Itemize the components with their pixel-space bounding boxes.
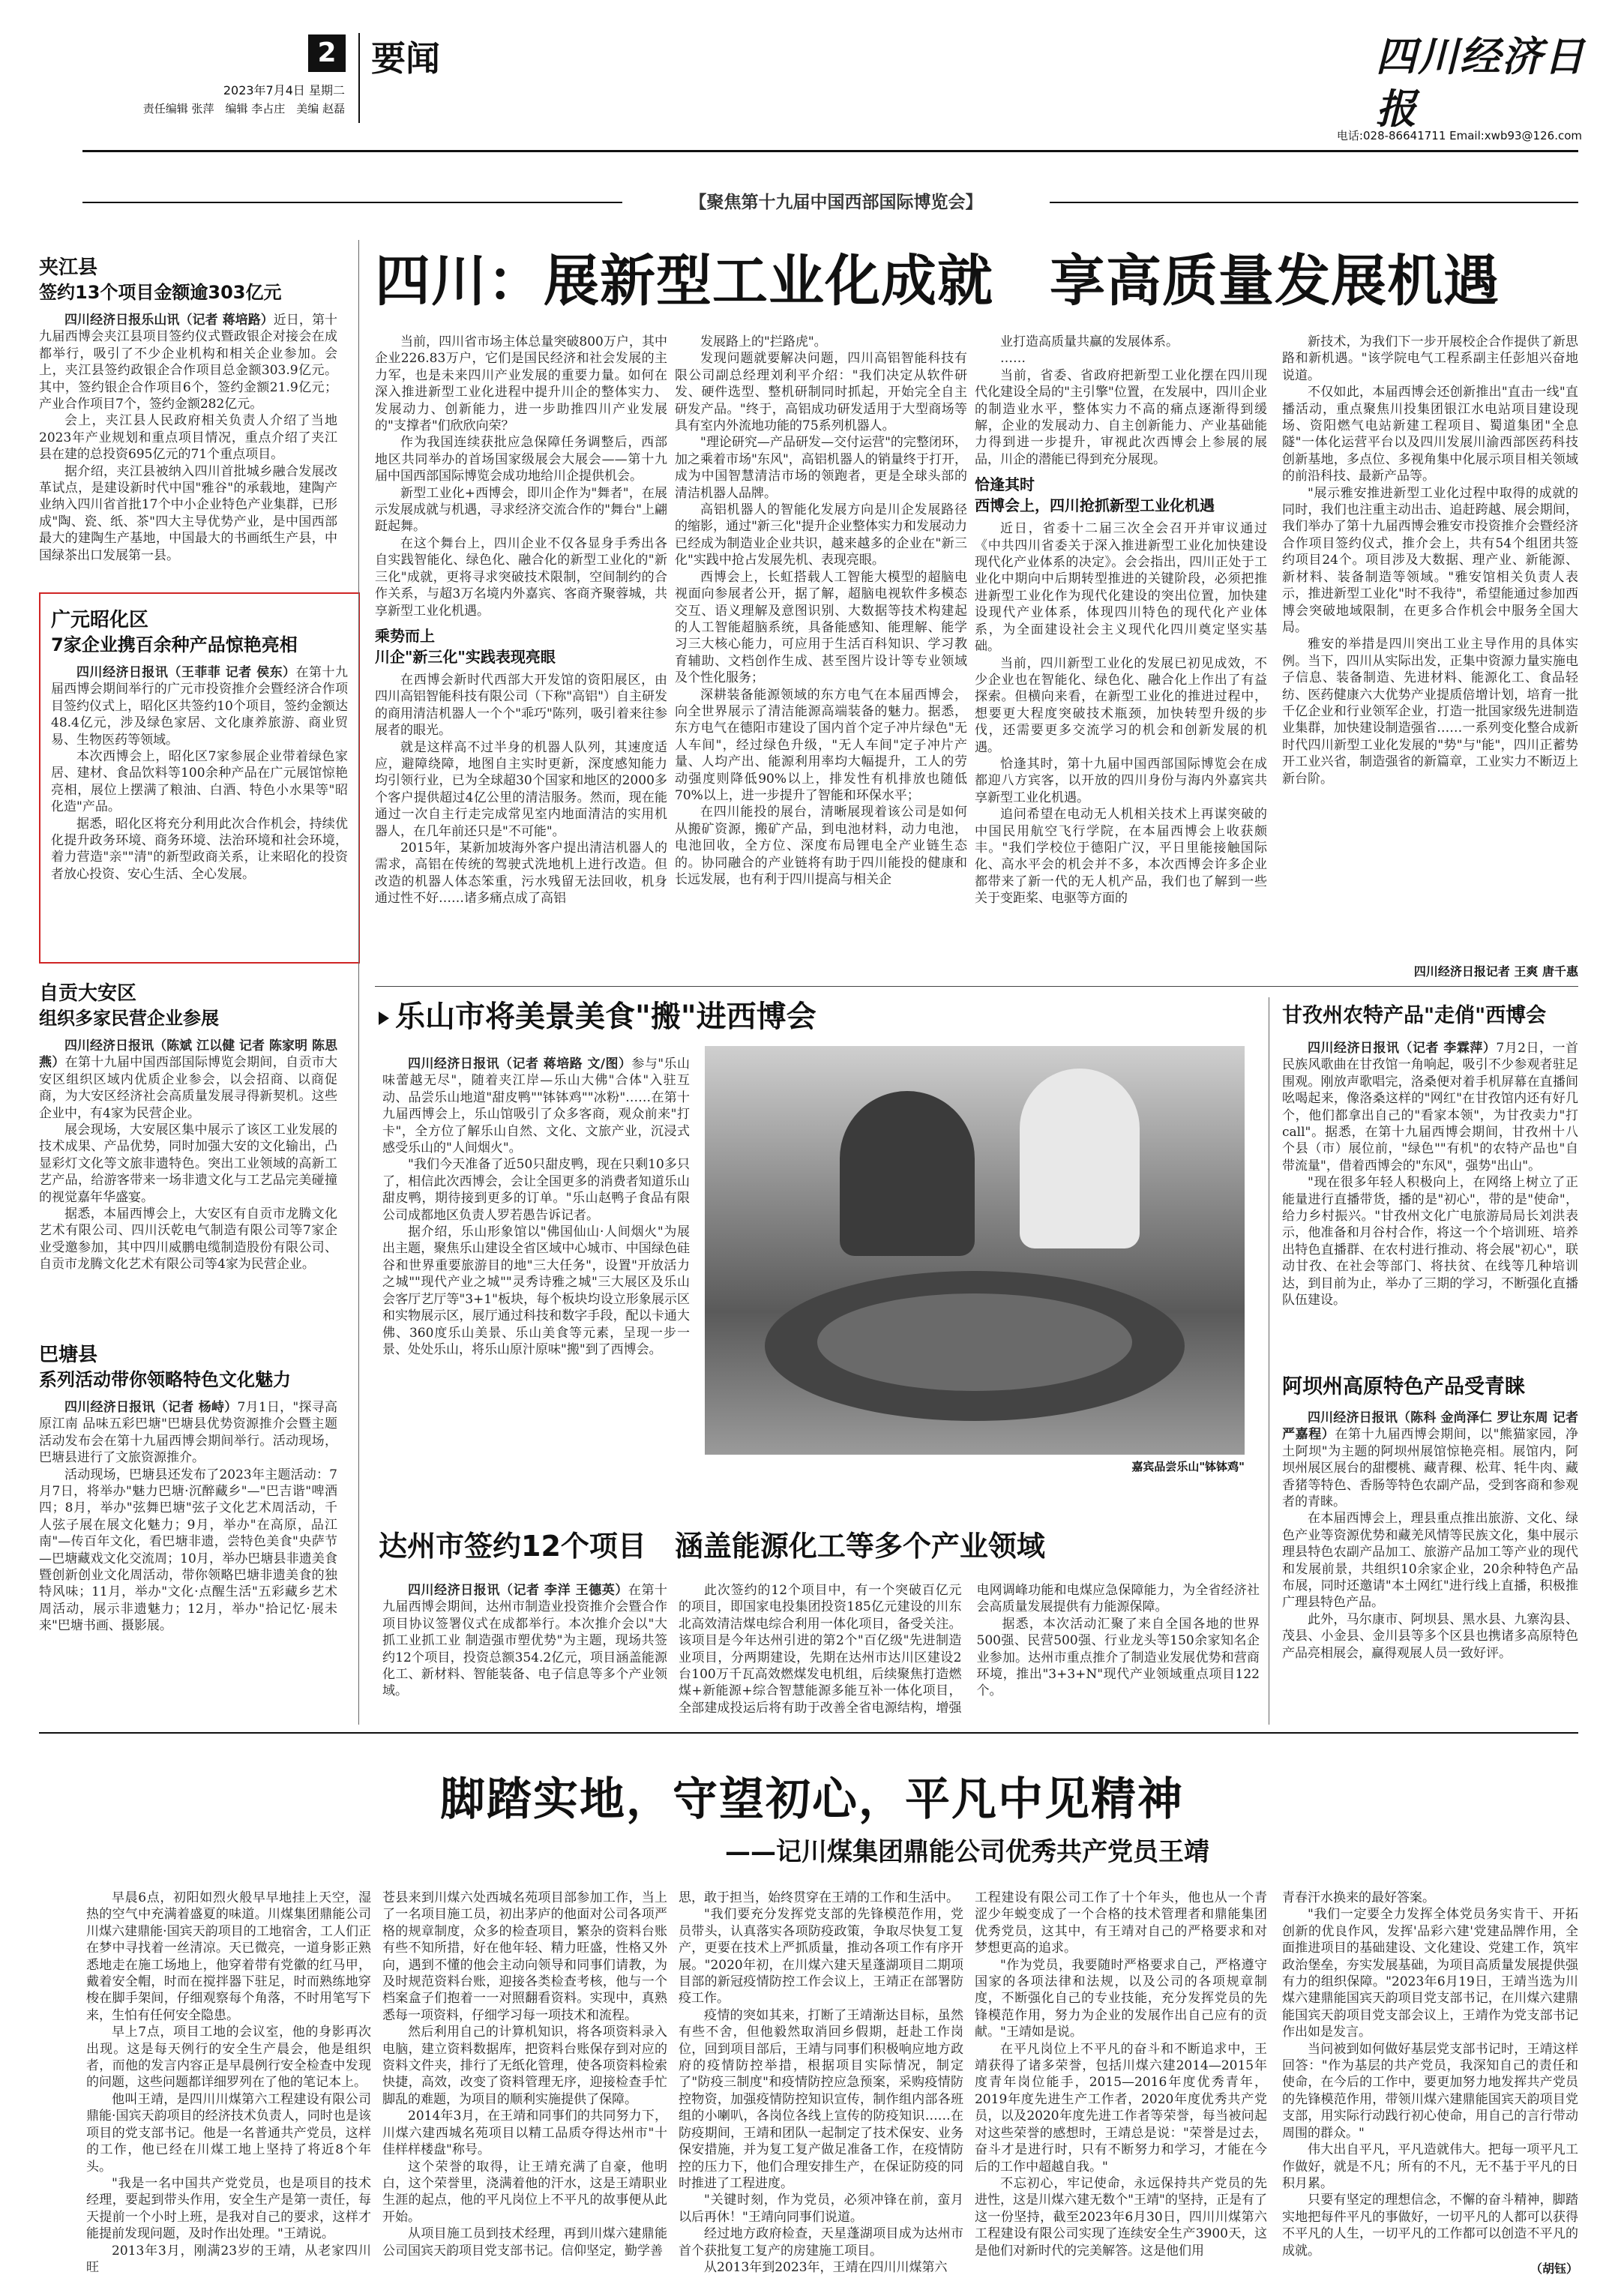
headline-daan: 自贡大安区 [39, 982, 137, 1005]
special-banner: 【聚焦第十九届中国西部国际博览会】 [82, 191, 1578, 214]
main-col-3: 业打造高质量共赢的发展体系。 …… 当前，省委、省政府把新型工业化摆在四川现代化建设全局的"主引擎"位置，在发展中，四川企业的制造业水平，整体实力不高的痛点逐渐得到缓解，企业的发展动力、自主创新能力、产业基础能力得到进一步提升，审视此次西博会上参展的展品，川企的潜能已得到充分展现。 恰逢其时 西博会上，四川抢抓新型工业化机遇 近日，省委十二届三次全会召开并审议通过《中共四川省委关于深入推进新型工业化加快建设现代化产业体系的决定》。会会指出，四川正处于工业化中期向中后期转型推进的关键阶段，必须把推进新型工业化作为现代化建设的突出位置，加快建设现代产业体系，体现四川特色的现代化产业体系，为全面建设社会主义现代化四川奠定坚实基础。 当前，四川新型工业化的发展已初见成效，不少企业也在智能化、绿色化、融合化上作出了有益探索。但横向来看，在新型工业化的推进过程中，想要更大程度突破技术瓶颈，加快转型升级的步伐，还需要更多交流学习的机会和创新发展的机遇。 恰逢其时，第十九届中国西部国际博览会在成都迎八方宾客，以开放的四川身份与海内外嘉宾共享新型工业化机遇。 追问希望在电动无人机相关技术上再谋突破的中国民用航空飞行学院，在本届西博会上收获颇丰。"我们学校位于德阳广汉，平日里能接触国际化、高水平会的机会并不多，本次西博会许多企业都带来了新一代的无人机产品，我们也了解到一些关于变距桨、电驱等方面的 [975, 334, 1267, 907]
page-number: 2 [308, 34, 346, 72]
ganzi-headline: 甘孜州农特产品"走俏"西博会 [1282, 1004, 1547, 1027]
headline-batang: 巴塘县 [39, 1344, 98, 1366]
feature-subtitle: ——记川煤集团鼎能公司优秀共产党员王靖 [725, 1837, 1209, 1867]
aba-headline: 阿坝州高原特色产品受青睐 [1282, 1375, 1525, 1398]
main-col-2: 发展路上的"拦路虎"。 发现问题就要解决问题，四川高铝智能科技有限公司副总经理刘利平介绍："我们决定从软件研发、硬件选型、整机研制同时抓起，开始完全自主研发产品。"终于，高铝成功研发适用于大型商场等具有室内外流地功能的75系列机器人。 "理论研究—产品研发—交付运营"的完整闭环，加之乘着市场"东风"，高铝机器人的销量终于打开，成为中国智慧清洁市场的领跑者，更是全球头部的清洁机器人品牌。 高铝机器人的智能化发展方向是川企发展路径的缩影，通过"新三化"提升企业整体实力和发展动力已经成为制造业企业共识，越来越多的企业在"新三化"实践中抢占发展先机、表现亮眼。 西博会上，长虹搭载人工智能大模型的超脑电视面向参展者公开，据了解，超脑电视软件多模态交互、语义理解及意图识别、大数据等技术构建起的人工智能超脑系统，具备能感知、能理解、能学习三大核心能力，可应用于生活百科知识、学习教育辅助、文档创作生成、甚至图片设计等专业领域及个性化服务； 深耕装备能源领域的东方电气在本届西博会，向全世界展示了清洁能源高端装备的魅力。据悉，东方电气在德阳市建设了国内首个定子冲片绿色"无人车间"，经过绿色升级，"无人车间"定子冲片产量、人均产出、能源利用率均大幅提升，工人的劳动强度则降低90%以上，排发性有机排放也随低70%以上，进一步提升了智能和环保水平； 在四川能投的展台，清晰展现着该公司是如何从搬矿资源，搬矿产品，到电池材料，动力电池，电池回收，全方位、深度布局锂电全产业链生态的。协同融合的产业链将有助于四川能投的健康和长远发展，也有利于四川提高与相关企 [675, 334, 967, 887]
main-subhead-2: 恰逢其时 西博会上，四川抢抓新型工业化机遇 [975, 475, 1215, 515]
subhead-zhaohua: 7家企业携百余种产品惊艳亮相 [51, 634, 298, 655]
feature-col-4: 工程建设有限公司工作了十个年头，他也从一个青涩少年蜕变成了一个合格的技术管理者和鼎能集团优秀党员，这其中，有王靖对自己的严格要求和对梦想更高的追求。 "作为党员，我要随时严格要求自己，严格遵守国家的各项法律和法规，以及公司的各项规章制度，不断强化自己的专业技能，充分发挥党员的先锋模范作用，努力为企业的发展作出自己应有的贡献。"王靖如是说。 在平凡岗位上不平凡的奋斗和不断追求中，王靖获得了诸多荣誉，包括川煤六建2014—2015年度青年岗位能手，2015—2016年度优秀青年，2019年度先进生产工作者，2020年度优秀共产党员，以及2020年度先进工作者等荣誉，每当被问起对这些荣誉的感想时，王靖总是说："荣誉是过去，奋斗才是进行时，只有不断努力和学习，才能在今后的工作中超越自我。" 不忘初心，牢记使命，永远保持共产党员的先进性，这是川煤六建无数个"王靖"的坚持，正是有了这一份坚持，截至2023年6月30日，四川川煤第六工程建设有限公司实现了连续安全生产3900天，这是他们对新时代的完美解答。这是他们用 [975, 1890, 1267, 2259]
contact-info: 电话:028-86641711 Email:xwb93@126.com [1336, 129, 1582, 142]
dazhou-headline: 达州市签约12个项目 涵盖能源化工等多个产业领域 [379, 1530, 1045, 1563]
feature-col-2: 苍县来到川煤六处西城名苑项目部参加工作，当上了一名项目施工员，初出茅庐的他面对公司各项严格的规章制度，众多的检查项目，繁杂的资料台账有些不知所措，好在他年轻、精力旺盛，性格又外向，遇到不懂的他会主动向领导和同事们请教，为及时规范资料台账，迎接各类检查考核，他与一个档案盒子们抱着一一对照翻看资料。实现中，真熟悉每一项资料，仔细学习每一项技术和流程。 然后利用自己的计算机知识，将各项资料录入电脑，建立资料数据库，把资料台账保存到对应的资料文件夹，排行了无纸化管理，使各项资料检索快捷，高效，改变了资料管理无序，迎接检查手忙脚乱的难题，为项目的顺利实施提供了保障。 2014年3月，在王靖和同事们的共同努力下，川煤六建西城名苑项目以精工品质夺得达州市"十佳样样楼盘"称号。 这个荣誉的取得，让王靖充满了自豪，他明白，这个荣誉里，浇满着他的汗水，这是王靖职业生涯的起点，他的平凡岗位上不平凡的故事便从此开始。 从项目施工员到技术经理，再到川煤六建鼎能公司国宾天韵项目党支部书记。信仰坚定，勤学善 [382, 1890, 667, 2259]
feature-col-1: 早晨6点，初阳如烈火般早早地挂上天空，湿热的空气中充满着盛夏的味道。川煤集团鼎能公司川煤六建鼎能·国宾天韵项目的工地宿舍，工人们正在梦中寻找着一丝清凉。天已微亮，一道身影正熟悉地走在施工场地上，他穿着带有党徽的红马甲，戴着安全帽，时而在搅拌器下驻足，时而熟练地穿梭在脚手架间，仔细观察每个角落，不时用笔写下来，生怕有任何安全隐患。 早上7点，项目工地的会议室，他的身影再次出现。这是每天例行的安全生产晨会，他是组织者，而他的发言内容正是早晨例行安全检查中发现的问题，这些问题都详细罗列在了他的笔记本上。 他叫王靖，是四川川煤第六工程建设有限公司鼎能·国宾天韵项目的经济技术负责人，同时也是该项目的党支部书记。他是一名普通共产党员，这样的工作，他已经在川煤工地上坚持了将近8个年头。 "我是一名中国共产党党员，也是项目的技术经理，要起到带头作用，安全生产是第一责任，每天提前一个小时上班，是我对自己的要求，这样才能提前发现问题，及时作出处理。"王靖说。 2013年3月，刚满23岁的王靖，从老家四川旺 [86, 1890, 371, 2275]
article-jiajiang: 夹江县 签约13个项目金额逾303亿元 四川经济日报乐山讯（记者 蒋培路）近日，第十九届西博会夹江县项目签约仪式暨政银企对接会在成都举行，吸引了不少企业机构和相关企业参加。会上，夹江县签约政银企合作项目总金额303.9亿元。其中，签约银企合作项目6个，签约金额21.9亿元；产业合作项目7个，签约金额282亿元。 会上，夹江县人民政府相关负责人介绍了当地2023年产业规划和重点项目情况，重点介绍了夹江县在建的总投资695亿元的71个重点项目。 据介绍，夹江县被纳入四川首批城乡融合发展改革试点，是建设新时代中国"雅谷"的承载地，建陶产业纳入四川省首批17个中小企业特色产业集群，已形成"陶、瓷、纸、茶"四大主导优势产业，是中国西部最大的建陶生产基地，中国最大的书画纸生产县，中国绿茶出口发展第一县。 [39, 256, 338, 563]
main-col-4: 新技术，为我们下一步开展校企合作提供了新思路和新机遇。"该学院电气工程系副主任彭旭兴奋地说道。 不仅如此，本届西博会还创新推出"直击一线"直播活动，重点聚焦川投集团银江水电站项目建设现场、资阳燃气电站新建工程项目、蜀道集团"全息隧"一体化运营平台以及四川发展川渝西部医药科技创新基地，多点位、多视角集中化展示项目相关领域的前沿科技、最新产品等。 "展示雅安推进新型工业化过程中取得的成就的同时，我们也注重主动出击、追赶跨越、展会期间，我们举办了第十九届西博会雅安市投资推介会暨经济合作项目签约仪式，推介会上，共有54个组团共签约项目24个。项目涉及大数据、理产业、新能源、新材料、装备制造等领域。"雅安馆相关负责人表示，推进新型工业化"时不我待"，希望能通过参加西博会突破地域限制，在更多合作机会中服务全国大局。 雅安的举措是四川突出工业主导作用的具体实例。当下，四川从实际出发，正集中资源力量实施电子信息、装备制造、先进材料、能源化工、食品轻纺、医药健康六大优势产业提质倍增计划，培育一批千亿企业和行业领军企业，打造一批国家级先进制造业集群，加快建设制造强省……一系列变化整合成新时代四川新型工业化发展的"势"与"能"，四川正蓄势开工业兴省，制造强省的新篇章，工业实力不断迈上新台阶。 四川经济日报记者 王爽 唐千惠 [1282, 334, 1578, 979]
subhead-jiajiang: 签约13个项目金额逾303亿元 [39, 282, 282, 303]
leshan-photo-caption: 嘉宾品尝乐山"钵钵鸡" [1131, 1460, 1245, 1473]
headline-zhaohua: 广元昭化区 [51, 609, 149, 631]
issue-date: 2023年7月4日 星期二 [223, 83, 345, 97]
main-byline: 四川经济日报记者 王爽 唐千惠 [1413, 964, 1578, 979]
leshan-text: 四川经济日报讯（记者 蒋培路 文/图）参与"乐山味蕾越无尽"，随着夹江岸—乐山大佛"合体"入驻互动、品尝乐山地道"甜皮鸭""钵钵鸡""冰粉"……在第十九届西博会上，乐山馆吸引了众多客商，观众前来"打卡"，全方位了解乐山自然、文化、文旅产业，沉浸式感受乐山的"人间烟火"。 "我们今天准备了近50只甜皮鸭，现在只剩10多只了，相信此次西博会，会让全国更多的消费者知道乐山甜皮鸭，期待接到更多的订单。"乐山赵鸭子食品有限公司成都地区负责人罗若愚告诉记者。 据介绍，乐山形象馆以"佛国仙山·人间烟火"为展出主题，聚焦乐山建设全省区域中心城市、中国绿色硅谷和世界重要旅游目的地"三大任务"，设置"开放活力之城""现代产业之城""灵秀诗雅之城"三大展区及乐山会客厅艺厅等"3+1"板块，每个板块均设立形象展示区和实物展示区，展厅通过科技和数字手段，配以卡通大佛、360度乐山美景、乐山美食等元素，呈现一步一景、处处乐山，将乐山原汁原味"搬"到了西博会。 [382, 1057, 691, 1357]
feature-signoff: （胡钰） [1530, 2261, 1578, 2276]
leshan-headline: 乐山市将美景美食"搬"进西博会 [379, 996, 816, 1038]
feature-col-5: 青春汗水换来的最好答案。 "我们一定要全力发挥全体党员务实肯干、开拓创新的优良作风，发挥'品彩六建'党建品牌作用，全面推进项目的基础建设、文化建设、党建工作，筑牢政治堡垒，夯实发展基础，为项目高质量发展提供强有力的组织保障。"2023年6月19日，王靖当选为川煤六建鼎能国宾天韵项目党支部书记，在川煤六建鼎能国宾天韵项目党支部会议上，王靖作为党支部书记作出如是发言。 当问被到如何做好基层党支部书记时，王靖这样回答："作为基层的共产党员，我深知自己的责任和使命，在今后的工作中，要更加努力地发挥共产党员的先锋模范作用，带领川煤六建鼎能国宾天韵项目党支部，用实际行动践行初心使命，用自己的言行带动周围的群众。" 伟大出自平凡，平凡造就伟大。把每一项平凡工作做好，就是不凡；所有的不凡，无不基于平凡的日积月累。 只要有坚定的理想信念，不懈的奋斗精神，脚踏实地把每件平凡的事做好，一切平凡的人都可以获得不平凡的人生，一切平凡的工作都可以创造不平凡的成就。 （胡钰） [1282, 1890, 1578, 2276]
main-headline: 四川：展新型工业化成就 享高质量发展机遇 [375, 249, 1500, 313]
feature-col-3: 思，敢于担当，始终贯穿在王靖的工作和生活中。 "我们要充分发挥党支部的先锋模范作用，党员带头，认真落实各项防疫政策，争取尽快复工复产，更要在技术上严抓质量，推动各项工作有序开展。"2020年初，在川煤六建天星蓬湖项目二期项目部的新冠疫情防控工作会议上，王靖正在部署防疫工作。 疫情的突如其来，打断了王靖渐达目标，虽然有些不舍，但他毅然取消回乡假期，赶赴工作岗位，回到项目部后，王靖与同事们积极响应地方政府的疫情防控举措，根据项目实际情况，制定了"防疫三制度"和疫情防控应急预案，采购疫情防控物资，加强疫情防控知识宣传，制作组内部各班组的小喇叭，各岗位各线上宣传的防疫知识……在防疫期间，王靖和团队一起制定了技术保安、业务保安措施，并为复工复产做足准备工作，在疫情防控的压力下，他们合理安排生产，在保证防疫的同时推进了工程进度。 "关键时刻，作为党员，必须冲锋在前，蛮月以后再休！"王靖向同事们说道。 经过地方政府检查，天星蓬湖项目成为达州市首个获批复工复产的房建施工项目。 从2013年到2023年，王靖在四川川煤第六 [679, 1890, 963, 2275]
article-aba: 阿坝州高原特色产品受青睐 四川经济日报讯（陈科 金尚泽仁 罗让东周 记者 严嘉程）在第十九届西博会期间，以"熊猫家园，净土阿坝"为主题的阿坝州展馆惊艳亮相。展馆内，阿坝州展区展台的甜樱桃、藏青稞、松茸、牦牛肉、藏香猪等特色、香肠等特色农副产品，受到客商和参观者的青睐。 在本届西博会上，理县重点推出旅游、文化、绿色产业等资源优势和藏羌风情等民族文化，集中展示理县特色农副产品加工、旅游产品加工等产业的现代和发展前景，共组织10余家企业，20余种特色产品布展，同时还邀请"本土网红"进行线上直播，积极推广理县特色产品。 此外，马尔康市、阿坝县、黑水县、九寨沟县、茂县、小金县、金川县等多个区县也携诸多高原特色产品亮相展会，赢得观展人员一致好评。 [1282, 1372, 1578, 1662]
masthead-logo: 四川经济日报 [1376, 32, 1586, 133]
article-batang: 巴塘县 系列活动带你领略特色文化魅力 四川经济日报讯（记者 杨峙）7月1日，"探寻高原江南 品味五彩巴塘"巴塘县优势资源推介会暨主题活动发布会在第十九届西博会期间举行。活动现场，巴塘县进行了文旅资源推介。 活动现场，巴塘县还发布了2023年主题活动：7月7日，将举办"魅力巴塘·沉醉藏乡"—"巴吉谐"啤酒四；8月，举办"弦舞巴塘"弦子文化艺术周活动，千人弦子展在展文化魅力；9月，举办"在高原，品江南"—传百年文化，看巴塘非遗，尝特色美食"央萨节—巴塘藏戏文化交流周；10月，举办巴塘县非遗美食暨创新创业文化周活动，带你领略巴塘非遗美食的独特风味；11月，举办"文化·点醒生活"五彩藏乡艺术周活动，展示非遗魅力；12月，举办"拾记忆·展未来"巴塘书画、摄影展。 [39, 1344, 337, 1634]
main-col-1: 当前，四川省市场主体总量突破800万户，其中企业226.83万户，它们是国民经济和社会发展的主力军，也是未来四川产业发展的重要力量。如何在深入推进新型工业化进程中提升川企的整体实力、发展动力、创新能力，进一步助推四川产业发展的"支撑者"们欣欣向荣？ 作为我国连续获批应急保障任务调整后，西部地区共同举办的首场国家级展会大展会——第十九届中国西部国际博览会成功地给川企提供机会。 新型工业化+西博会，即川企作为"舞者"，在展示发展成就与机遇，寻求经济交流合作的"舞台"上翩跹起舞。 在这个舞台上，四川企业不仅各显身手秀出各自实践智能化、绿色化、融合化的新型工业化的"新三化"成就，更将寻求突破技术限制，空间制约的合作关系，与超3万名境内外嘉宾、客商齐聚蓉城，共享新型工业化机遇。 乘势而上 川企"新三化"实践表现亮眼 在西博会新时代西部大开发馆的资阳展区，由四川高铝智能科技有限公司（下称"高铝"）自主研发的商用清洁机器人一个个"乖巧"陈列，吸引着来往参展者的眼光。 就是这样高不过半身的机器人队列，其速度适应，避障绕障，地图自主实时更新，深度感知能力均引领行业，已为全球超30个国家和地区的2000多个客户提供超过4亿公里的清洁服务。然而，现在能通过一次自主行走完成常见室内地面清洁的实用机器人，在几年前还只是"不可能"。 2015年，某新加坡海外客户提出清洁机器人的需求，高铝在传统的驾驶式洗地机上进行改造。但改造的机器人体态笨重，污水残留无法回收，机身通过性不好……诸多痛点成了高铝 [375, 334, 667, 907]
editors: 责任编辑 张萍 编辑 李占庄 美编 赵磊 [142, 102, 345, 115]
main-subhead-1: 乘势而上 川企"新三化"实践表现亮眼 [375, 626, 556, 666]
article-ganzi: 甘孜州农特产品"走俏"西博会 四川经济日报讯（记者 李霖萍）7月2日，一首民族风歌曲在甘孜馆一角响起，吸引不少参观者驻足围观。刚放声歌唱完，洛桑便对着手机屏幕在直播间吆喝起来，像洛桑这样的"网红"在甘孜馆内还有好几个，他们都拿出自己的"看家本领"，为甘孜卖力"打call"。据悉，在第十九届西博会期间，甘孜州十八个县（市）展位前，"绿色""有机"的农特产品也"自带流量"，借着西博会的"东风"，强势"出山"。 "现在很多年轻人积极向上，在网络上树立了正能量进行直播带货，播的是"初心"，带的是"使命"，给力乡村振兴。"甘孜州文化广电旅游局局长刘洪表示，他准备和月谷村合作，将这一个个培训班、培养出特色直播群、在农村进行推动、将会展"初心"，联动甘孜、在社会等部门、将扶贫、在线等几种培训达，到目前为止，举办了三期的学习，不断强化直播队伍建设。 [1282, 1001, 1578, 1309]
section-name: 要闻 [371, 38, 440, 79]
subhead-batang: 系列活动带你领略特色文化魅力 [39, 1369, 291, 1390]
feature-headline: 脚踏实地，守望初心，平凡中见精神 [440, 1773, 1184, 1826]
article-daan: 自贡大安区 组织多家民营企业参展 四川经济日报讯（陈斌 江以健 记者 陈家明 陈思燕）在第十九届中国西部国际博览会期间，自贡市大安区组织区域内优质企业参会，以会招商、以商促商，为大安区经济社会高质量发展寻得新契机。这些企业中，有4家为民营企业。 展会现场，大安展区集中展示了该区工业发展的技术成果、产品优势，同时加强大安的文化输出，凸显彩灯文化等文旅非遗特色。突出工业领域的高新工艺产品，给游客带来一场非遗文化与工艺品完美碰撞的视觉嘉年华盛宴。 据悉，本届西博会上，大安区有自贡市龙腾文化艺术有限公司、四川沃乾电气制造有限公司等7家企业受邀参加，其中四川威鹏电缆制造股份有限公司、自贡市龙腾文化艺术有限公司等4家为民营企业。 [39, 982, 338, 1272]
leshan-photo [705, 1046, 1245, 1455]
headline-jiajiang: 夹江县 [39, 256, 98, 279]
dazhou-col-1: 四川经济日报讯（记者 李洋 王德英）在第十九届西博会期间，达州市制造业投资推介会暨合作项目协议签署仪式在成都举行。本次推介会以"大抓工业抓工业 制造强市塑优势"为主题，现场共签约12个项目，投资总额354.2亿元，项目涵盖能源化工、新材料、智能装备、电子信息等多个产业领域。 [382, 1583, 668, 1699]
subhead-daan: 组织多家民营企业参展 [39, 1008, 219, 1029]
triangle-bullet-icon [379, 1012, 389, 1025]
dazhou-col-2: 此次签约的12个项目中，有一个突破百亿元的项目，即国家电投集团投资185亿元建设的川东北高效清洁煤电综合利用一体化项目，备受关注。该项目是今年达州引进的第2个"百亿级"先进制造业项目，分两期建设，先期在达州市达川区建设2台100万千瓦高效燃煤发电机组，后续聚焦打造燃煤+新能源+综合智慧能源多能互补一体化项目，全部建成投运后将有助于改善全省电源结构，增强电网调峰功能和电煤应急保障能力，为全省经济社会高质量发展提供有力能源保障。 据悉，本次活动汇聚了来自全国各地的世界500强、民营500强、行业龙头等150余家知名企业参加。达州市重点推介了制造业发展优势和营商环境，推出"3+3+N"现代产业领域重点项目122个。 [679, 1583, 1260, 1716]
article-zhaohua: 广元昭化区 7家企业携百余种产品惊艳亮相 四川经济日报讯（王菲菲 记者 侯东）在第十九届西博会期间举行的广元市投资推介会暨经济合作项目签约仪式上，昭化区共签约10个项目，签约金额达48.4亿元，涉及绿色家居、文化康养旅游、商业贸易、生物医药等领域。 本次西博会上，昭化区7家参展企业带着绿色家居、建材、食品饮料等100余种产品在广元展馆惊艳亮相，展位上摆满了粮油、白酒、特色小水果等"昭化造"产品。 据悉，昭化区将充分利用此次合作机会，持续优化提升政务环境、商务环境、法治环境和社会环境，着力营造"亲""清"的新型政商关系，让来昭化的投资者放心投资、安心生活、全心发展。 [39, 592, 360, 964]
